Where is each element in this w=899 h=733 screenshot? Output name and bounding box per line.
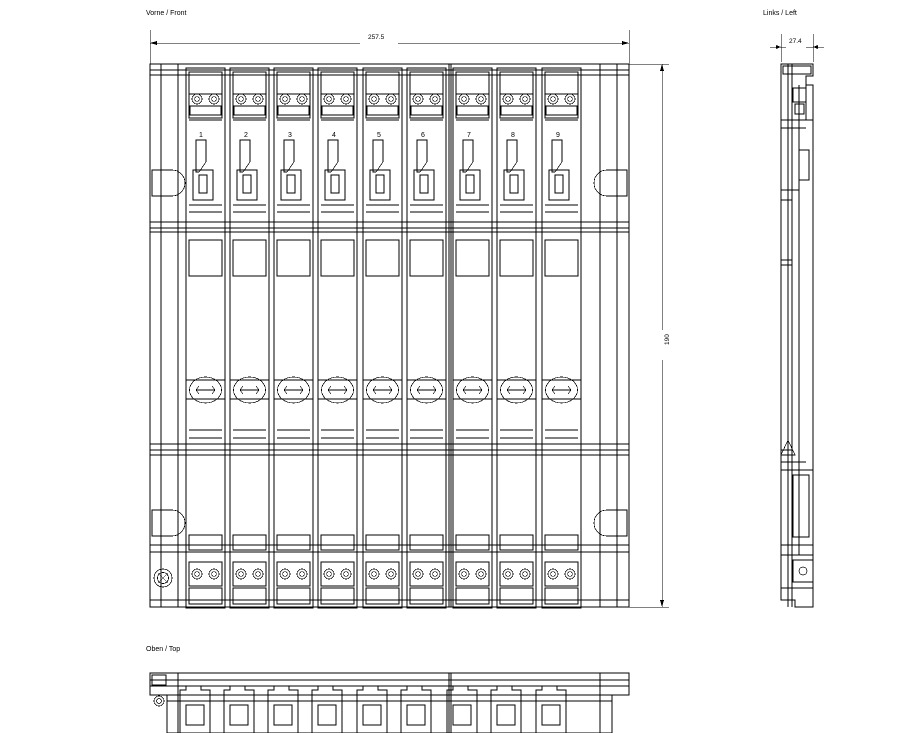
slot-label-8: 8: [511, 132, 515, 139]
module-slot: [453, 68, 492, 608]
top-view-module: [357, 686, 387, 733]
slot-label-7: 7: [467, 132, 471, 139]
top-view-module: [224, 686, 254, 733]
dimension-left-depth: 27.4: [789, 38, 802, 45]
top-view-module: [180, 686, 210, 733]
module-slot: [407, 68, 446, 608]
module-slot: [542, 68, 581, 608]
top-view-module: [536, 686, 566, 733]
slot-label-5: 5: [377, 132, 381, 139]
module-slot: [186, 68, 225, 608]
slot-label-6: 6: [421, 132, 425, 139]
top-view-module: [268, 686, 298, 733]
module-slot: [274, 68, 313, 608]
left-view-label: Links / Left: [763, 10, 797, 17]
dimension-front-width: 257.5: [368, 34, 385, 41]
front-view-label: Vorne / Front: [146, 10, 187, 17]
module-slot: [230, 68, 269, 608]
top-view-label: Oben / Top: [146, 646, 181, 653]
slot-label-2: 2: [244, 132, 248, 139]
top-view-module: [312, 686, 342, 733]
module-slot: [363, 68, 402, 608]
module-slot: [497, 68, 536, 608]
slot-label-4: 4: [332, 132, 336, 139]
slot-label-9: 9: [556, 132, 560, 139]
dimension-front-height: 190: [664, 334, 671, 345]
top-view-module: [447, 686, 477, 733]
slot-label-3: 3: [288, 132, 292, 139]
slot-label-1: 1: [199, 132, 203, 139]
top-view-module: [401, 686, 431, 733]
module-slot: [318, 68, 357, 608]
top-view-module: [491, 686, 521, 733]
